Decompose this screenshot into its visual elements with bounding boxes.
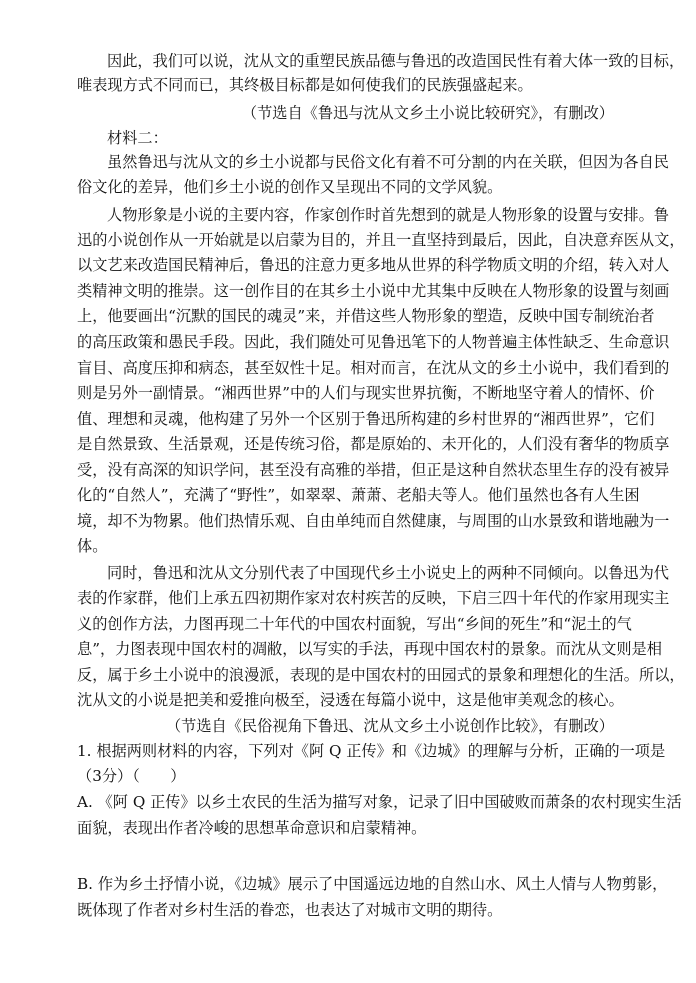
paragraph-line: 值、理想和灵魂，他构建了另外一个区别于鲁迅所构建的乡村世界的“湘西世界”，它们: [77, 410, 655, 428]
paragraph-line: 唯表现方式不同而已，其终极目标都是如何使我们的民族强盛起来。: [77, 76, 533, 94]
option-b: 既体现了作者对乡村生活的眷恋，也表达了对城市文明的期待。: [77, 901, 503, 919]
paragraph-line: 化的“自然人”，充满了“野性”，如翠翠、萧萧、老船夫等人。他们虽然也各有人生困: [77, 486, 640, 504]
question-stem: （3分）（ ）: [77, 767, 186, 785]
paragraph-line: 类精神文明的推崇。这一创作目的在其乡土小说中尤其集中反映在人物形象的设置与刻画: [77, 282, 670, 300]
paragraph-line: 以文艺来改造国民精神后，鲁迅的注意力更多地从世界的科学物质文明的介绍，转入对人: [77, 256, 670, 274]
paragraph-line: 体。: [77, 537, 108, 555]
paragraph-line: 的高压政策和愚民手段。因此，我们随处可见鲁迅笔下的人物普遍主体性缺乏、生命意识: [77, 333, 670, 351]
paragraph-line: 上，他要画出“沉默的国民的魂灵”来，并借这些人物形象的塑造，反映中国专制统治者: [77, 307, 655, 325]
paragraph-line: 沈从文的小说是把美和爱推向极至，浸透在每篇小说中，这是他审美观念的核心。: [77, 691, 624, 709]
paragraph-line: 义的创作方法，力图再现二十年代的中国农村面貌，写出“乡间的死生”和“泥土的气: [77, 615, 632, 633]
source-citation: （节选自《鲁迅与沈从文乡土小说比较研究》，有删改）: [241, 104, 614, 122]
paragraph-line: 因此，我们可以说，沈从文的重塑民族品德与鲁迅的改造国民性有着大体一致的目标，: [107, 52, 685, 70]
paragraph-line: 虽然鲁迅与沈从文的乡土小说都与民俗文化有着不可分割的内在关联，但因为各自民: [107, 153, 669, 171]
option-a: 面貌，表现出作者冷峻的思想革命意识和启蒙精神。: [77, 819, 427, 837]
paragraph-line: 则是另外一副情景。“湘西世界”中的人们与现实世界抗衡，不断地坚守着人的情怀、价: [77, 384, 655, 402]
paragraph-line: 息”，力图表现中国农村的凋敝，以写实的手法，再现中国农村的景象。而沈从文则是相: [77, 640, 662, 658]
option-b: B. 作为乡土抒情小说，《边城》展示了中国遥远边地的自然山水、风土人情与人物剪影，: [77, 875, 668, 893]
paragraph-line: 表的作家群，他们上承五四初期作家对农村疾苦的反映，下启三四十年代的作家用现实主: [77, 589, 670, 607]
paragraph-line: 境，却不为物累。他们热情乐观、自由单纯而自然健康，与周围的山水景致和谐地融为一: [77, 512, 670, 530]
paragraph-line: 受，没有高深的知识学问，甚至没有高雅的举措，但正是这种自然状态里生存的没有被异: [77, 461, 670, 479]
paragraph-line: 是自然景致、生活景观，还是传统习俗，都是原始的、未开化的，人们没有奢华的物质享: [77, 435, 670, 453]
section-heading: 材料二：: [107, 129, 168, 147]
source-citation: （节选自《民俗视角下鲁迅、沈从文乡土小说创作比较》，有删改）: [165, 717, 614, 735]
paragraph-line: 迅的小说创作从一开始就是以启蒙为目的，并且一直坚持到最后，因此，自决意弃医从文，: [77, 231, 685, 249]
paragraph-line: 盲目、高度压抑和病态，甚至奴性十足。相对而言，在沈从文的乡土小说中，我们看到的: [77, 359, 670, 377]
paragraph-line: 人物形象是小说的主要内容，作家创作时首先想到的就是人物形象的设置与安排。鲁: [107, 206, 669, 224]
paragraph-line: 俗文化的差异，他们乡土小说的创作又呈现出不同的文学风貌。: [77, 178, 503, 196]
option-a: A. 《阿 Q 正传》以乡土农民的生活为描写对象，记录了旧中国破败而萧条的农村现实生活: [77, 793, 682, 811]
paragraph-line: 同时，鲁迅和沈从文分别代表了中国现代乡土小说史上的两种不同倾向。以鲁迅为代: [107, 564, 669, 582]
paragraph-line: 反，属于乡土小说中的浪漫派，表现的是中国农村的田园式的景象和理想化的生活。所以，: [77, 666, 685, 684]
question-stem: 1. 根据两则材料的内容，下列对《阿 Q 正传》和《边城》的理解与分析，正确的一项是: [77, 742, 666, 760]
